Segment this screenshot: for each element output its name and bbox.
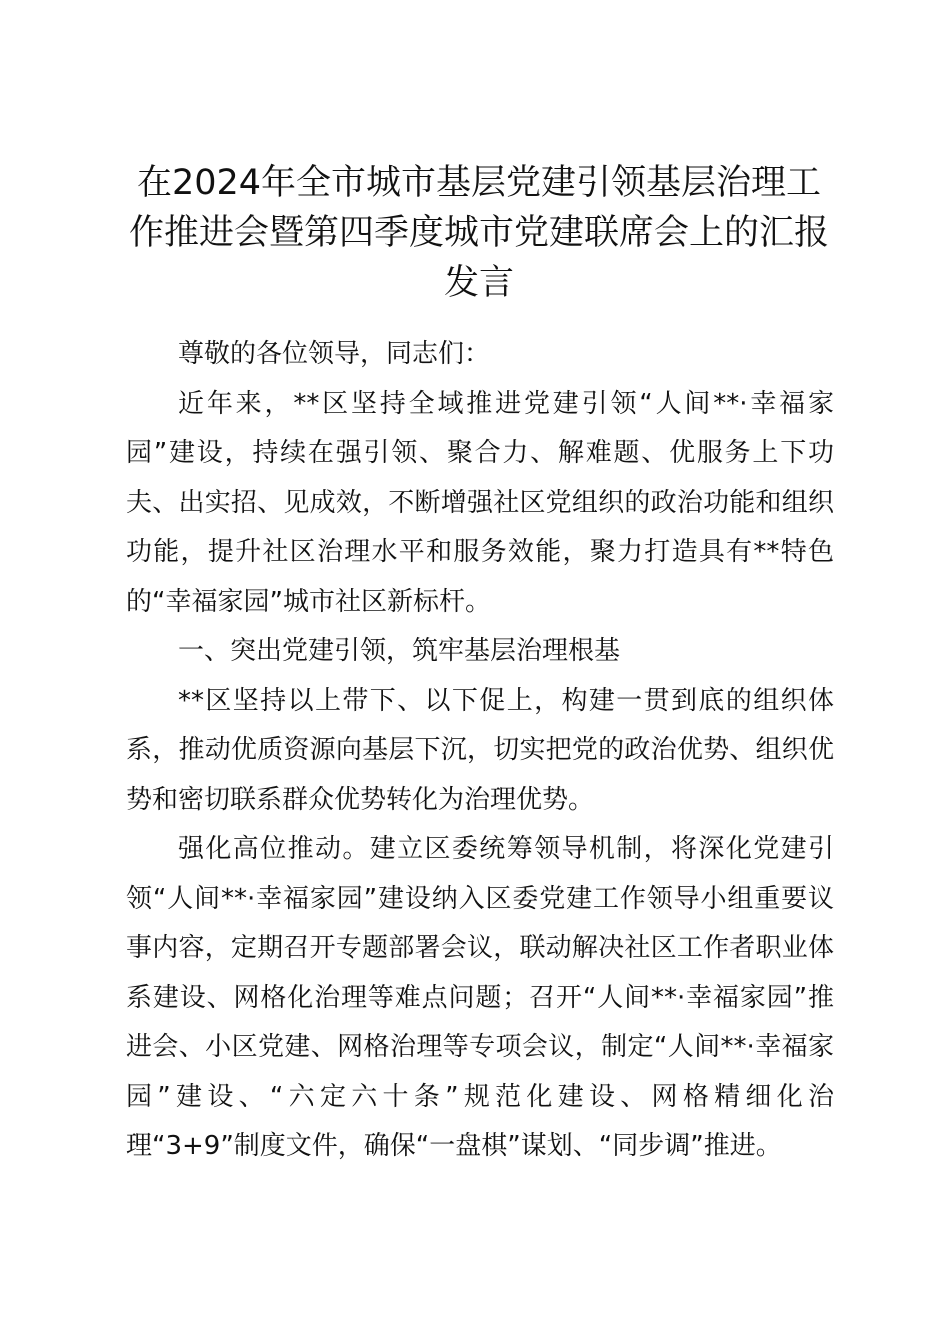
document-body <box>126 330 834 1172</box>
intro-paragraph: 近年来，**区坚持全域推进党建引领“人间**·幸福家园”建设，持续在强引领、聚合力、解难题、优服务上下功夫、出实招、见成效，不断增强社区党组织的政治功能和组织功能，提升社区治理水平和服务效能，聚力打造具有**特色的“幸福家园”城市社区新标杆。 <box>126 388 834 617</box>
salutation-paragraph: 尊敬的各位领导，同志们： <box>178 339 491 369</box>
document-title: 在2024年全市城市基层党建引领基层治理工作推进会暨第四季度城市党建联席会上的汇报发言 <box>128 163 829 303</box>
section-1-paragraph: **区坚持以上带下、以下促上，构建一贯到底的组织体系，推动优质资源向基层下沉，切实把党的政治优势、组织优势和密切联系群众优势转化为治理优势。 <box>126 685 834 815</box>
section-heading-1: 一、突出党建引领，筑牢基层治理根基 <box>178 636 621 666</box>
section-1-subparagraph: 强化高位推动。建立区委统筹领导机制，将深化党建引领“人间**·幸福家园”建设纳入区委党建工作领导小组重要议事内容，定期召开专题部署会议，联动解决社区工作者职业体系建设、网格化治理等难点问题；召开“人间**·幸福家园”推进会、小区党建、网格治理等专项会议，制定“人间**·幸福家园”建设、“六定六十条”规范化建设、网格精细化治理“3+9”制度文件，确保“一盘棋”谋划、“同步调”推进。 <box>126 834 834 1161</box>
